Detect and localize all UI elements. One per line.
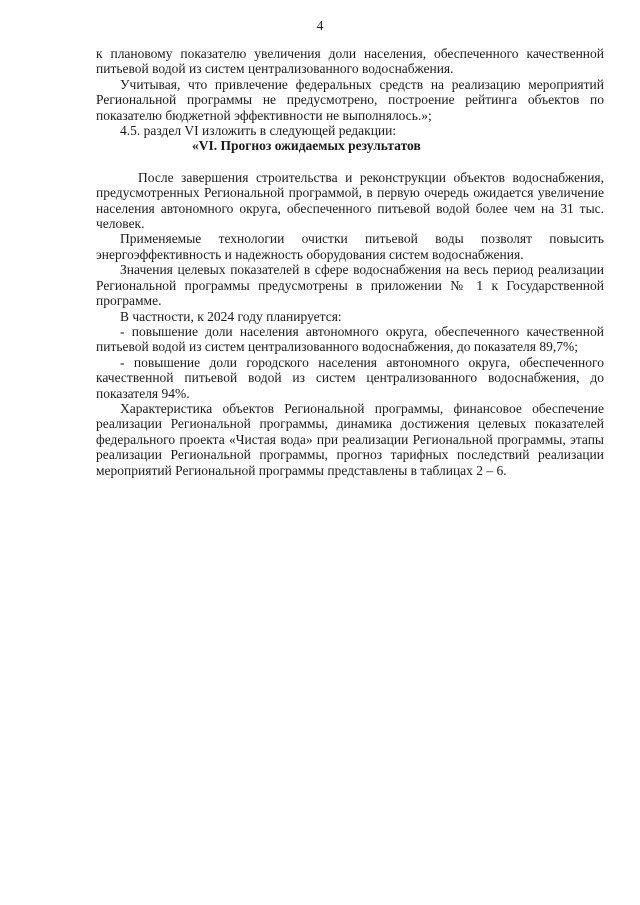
paragraph: к плановому показателю увеличения доли населения, обеспеченного качественной питьевой водой из систем централизованного водоснабжения. [96, 46, 604, 77]
list-item: - повышение доли городского населения автономного округа, обеспеченного качественной питьевой водой из систем централизованного водоснабжения, до показателя 94%. [96, 354, 604, 401]
paragraph: В частности, к 2024 году планируется: [120, 308, 342, 324]
paragraph: Характеристика объектов Региональной программы, финансовое обеспечение реализации Региональной программы, динамика достижения целевых показателей федерального проекта «Чистая вода» при реализации Региональной программы, этапы реализации Региональной программы, прогноз тарифных последствий реализации мероприятий Региональной программы представлены в таблицах 2 – 6. [96, 400, 604, 478]
document-body [96, 46, 604, 478]
list-item: - повышение доли населения автономного округа, обеспеченного качественной питьевой водой из систем централизованного водоснабжения, до показателя 89,7%; [96, 323, 604, 355]
spacer [96, 154, 604, 170]
section-heading: «VI. Прогноз ожидаемых результатов [192, 138, 421, 154]
paragraph: Применяемые технологии очистки питьевой воды позволят повысить энергоэффективность и надежность оборудования систем водоснабжения. [96, 231, 604, 262]
paragraph: После завершения строительства и реконструкции объектов водоснабжения, предусмотренных Региональной программой, в первую очередь ожидается увеличение населения автономного округа, обеспеченного питьевой водой более чем на 31 тыс. человек. [96, 169, 604, 232]
paragraph: Значения целевых показателей в сфере водоснабжения на весь период реализации Региональной программы предусмотрены в приложении № 1 к Государственной программе. [96, 262, 604, 309]
page-number: 4 [316, 18, 324, 33]
paragraph: 4.5. раздел VI изложить в следующей редакции: [120, 123, 397, 139]
paragraph: Учитывая, что привлечение федеральных средств на реализацию мероприятий Региональной программы не предусмотрено, построение рейтинга объектов по показателю бюджетной эффективности не выполнялось.»; [96, 76, 604, 123]
